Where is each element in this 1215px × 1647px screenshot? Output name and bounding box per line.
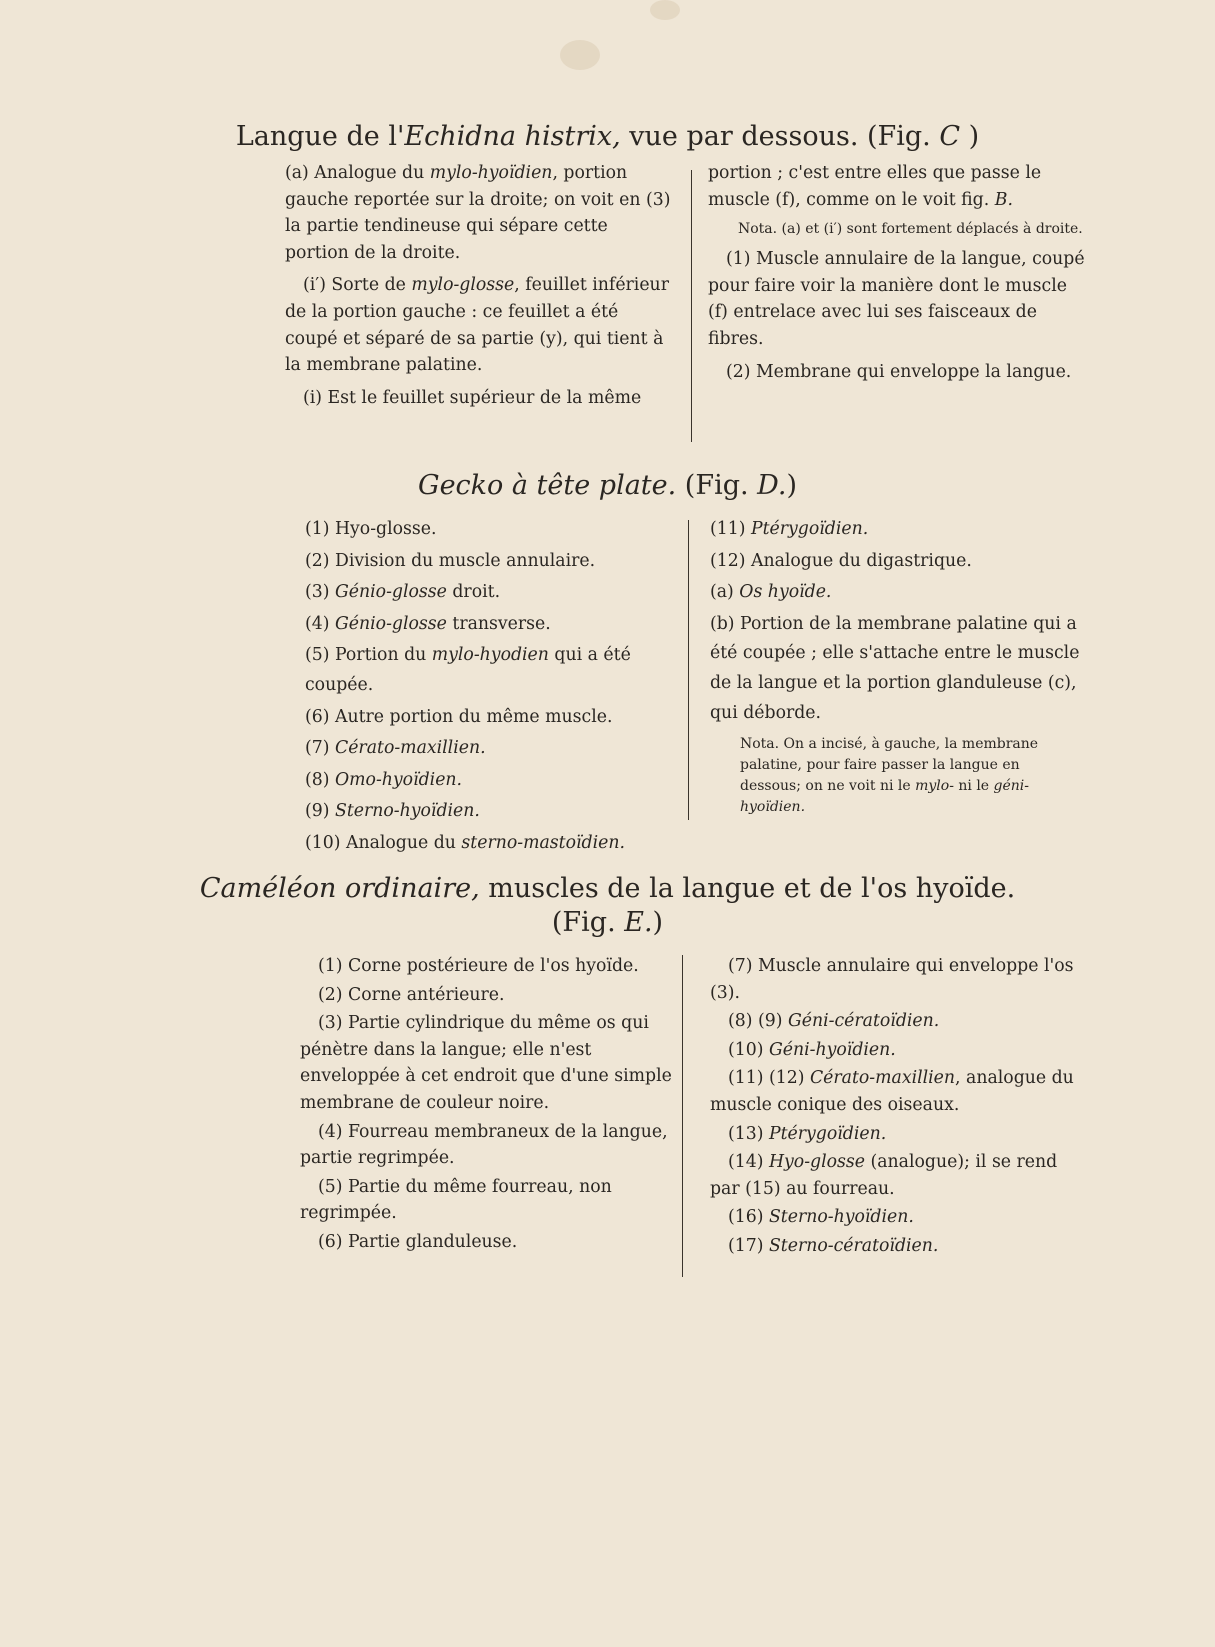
nota: Nota. On a incisé, à gauche, la membrane palatine, pour faire passer la langue en dessous; on ne voit ni le mylo- ni le géni-hyoïdien. bbox=[740, 736, 1039, 816]
paragraph: (i′) Sorte de mylo-glosse, feuillet inférieur de la portion gauche : ce feuillet a été coupé et séparé de sa partie (y), qui tient à la membrane palatine. bbox=[285, 275, 669, 376]
legend-item: (4) Génio-glosse transverse. bbox=[305, 613, 551, 634]
paragraph: (2) Membrane qui enveloppe la langue. bbox=[726, 361, 1072, 382]
column-divider bbox=[688, 520, 689, 820]
legend-item: (11) (12) Cérato-maxillien, analogue du muscle conique des oiseaux. bbox=[710, 1068, 1074, 1115]
section-e-left-column bbox=[300, 953, 672, 1258]
column-divider bbox=[682, 955, 683, 1277]
legend-item: (8) Omo-hyoïdien. bbox=[305, 769, 463, 790]
section-d-heading: Gecko à tête plate. (Fig. D.) bbox=[418, 470, 797, 501]
legend-item: (11) Ptérygoïdien. bbox=[710, 519, 869, 539]
paragraph: portion ; c'est entre elles que passe le muscle (f), comme on le voit fig. B. bbox=[708, 163, 1042, 210]
legend-item: (16) Sterno-hyoïdien. bbox=[728, 1207, 914, 1228]
legend-item: (5) Portion du mylo-hyodien qui a été coupée. bbox=[305, 645, 631, 695]
legend-item: (13) Ptérygoïdien. bbox=[728, 1123, 887, 1144]
legend-item: (10) Géni-hyoïdien. bbox=[728, 1039, 896, 1060]
legend-item: (9) Sterno-hyoïdien. bbox=[305, 801, 480, 822]
section-e-heading-line2: (Fig. E.) bbox=[551, 907, 664, 938]
legend-item: (2) Corne antérieure. bbox=[318, 984, 505, 1005]
legend-item: (3) Partie cylindrique du même os qui pénètre dans la langue; elle n'est enveloppée à cet endroit que d'une simple membrane de couleur noire. bbox=[300, 1013, 672, 1113]
legend-item: (3) Génio-glosse droit. bbox=[305, 582, 501, 603]
legend-item: (2) Division du muscle annulaire. bbox=[305, 550, 596, 571]
nota: Nota. (a) et (i′) sont fortement déplacés à droite. bbox=[738, 221, 1083, 238]
paper-stain bbox=[560, 40, 600, 70]
legend-item: (10) Analogue du sterno-mastoïdien. bbox=[305, 832, 625, 853]
paper-stain bbox=[650, 0, 680, 20]
legend-item: (14) Hyo-glosse (analogue); il se rend par (15) au fourreau. bbox=[710, 1152, 1058, 1199]
legend-item: (7) Muscle annulaire qui enveloppe l'os (3). bbox=[710, 956, 1074, 1003]
paragraph: (1) Muscle annulaire de la langue, coupé pour faire voir la manière dont le muscle (f) entrelace avec lui ses faisceaux de fibres. bbox=[708, 249, 1085, 349]
section-e-right-column bbox=[710, 953, 1088, 1262]
column-divider bbox=[691, 170, 692, 442]
legend-item: (8) (9) Géni-cératoïdien. bbox=[728, 1011, 940, 1032]
paragraph: (i) Est le feuillet supérieur de la même bbox=[303, 387, 642, 408]
legend-item: (4) Fourreau membraneux de la langue, partie regrimpée. bbox=[300, 1121, 668, 1169]
section-d-left-column bbox=[305, 515, 683, 861]
legend-item: (b) Portion de la membrane palatine qui a été coupée ; elle s'attache entre le muscle de la langue et la portion glanduleuse (c), qui déborde. bbox=[710, 613, 1080, 723]
legend-item: (17) Sterno-cératoïdien. bbox=[728, 1235, 939, 1256]
section-d-right-column bbox=[710, 515, 1085, 824]
legend-item: (5) Partie du même fourreau, non regrimpée. bbox=[300, 1176, 612, 1224]
section-c-heading: Langue de l'Echidna histrix, vue par dessous. (Fig. C ) bbox=[235, 121, 980, 152]
legend-item: (1) Corne postérieure de l'os hyoïde. bbox=[318, 956, 639, 976]
legend-item: (1) Hyo-glosse. bbox=[305, 519, 437, 539]
legend-item: (6) Autre portion du même muscle. bbox=[305, 706, 613, 727]
paragraph: (a) Analogue du mylo-hyoïdien, portion gauche reportée sur la droite; on voit en (3) la partie tendineuse qui sépare cette portion de la droite. bbox=[285, 163, 671, 263]
legend-item: (12) Analogue du digastrique. bbox=[710, 550, 972, 571]
section-e-heading: Caméléon ordinaire, muscles de la langue et de l'os hyoïde. bbox=[199, 873, 1016, 904]
legend-item: (a) Os hyoïde. bbox=[710, 582, 832, 603]
legend-item: (6) Partie glanduleuse. bbox=[318, 1231, 518, 1252]
legend-item: (7) Cérato-maxillien. bbox=[305, 738, 486, 759]
section-c-left-column bbox=[285, 160, 673, 417]
section-c-right-column bbox=[708, 160, 1088, 391]
